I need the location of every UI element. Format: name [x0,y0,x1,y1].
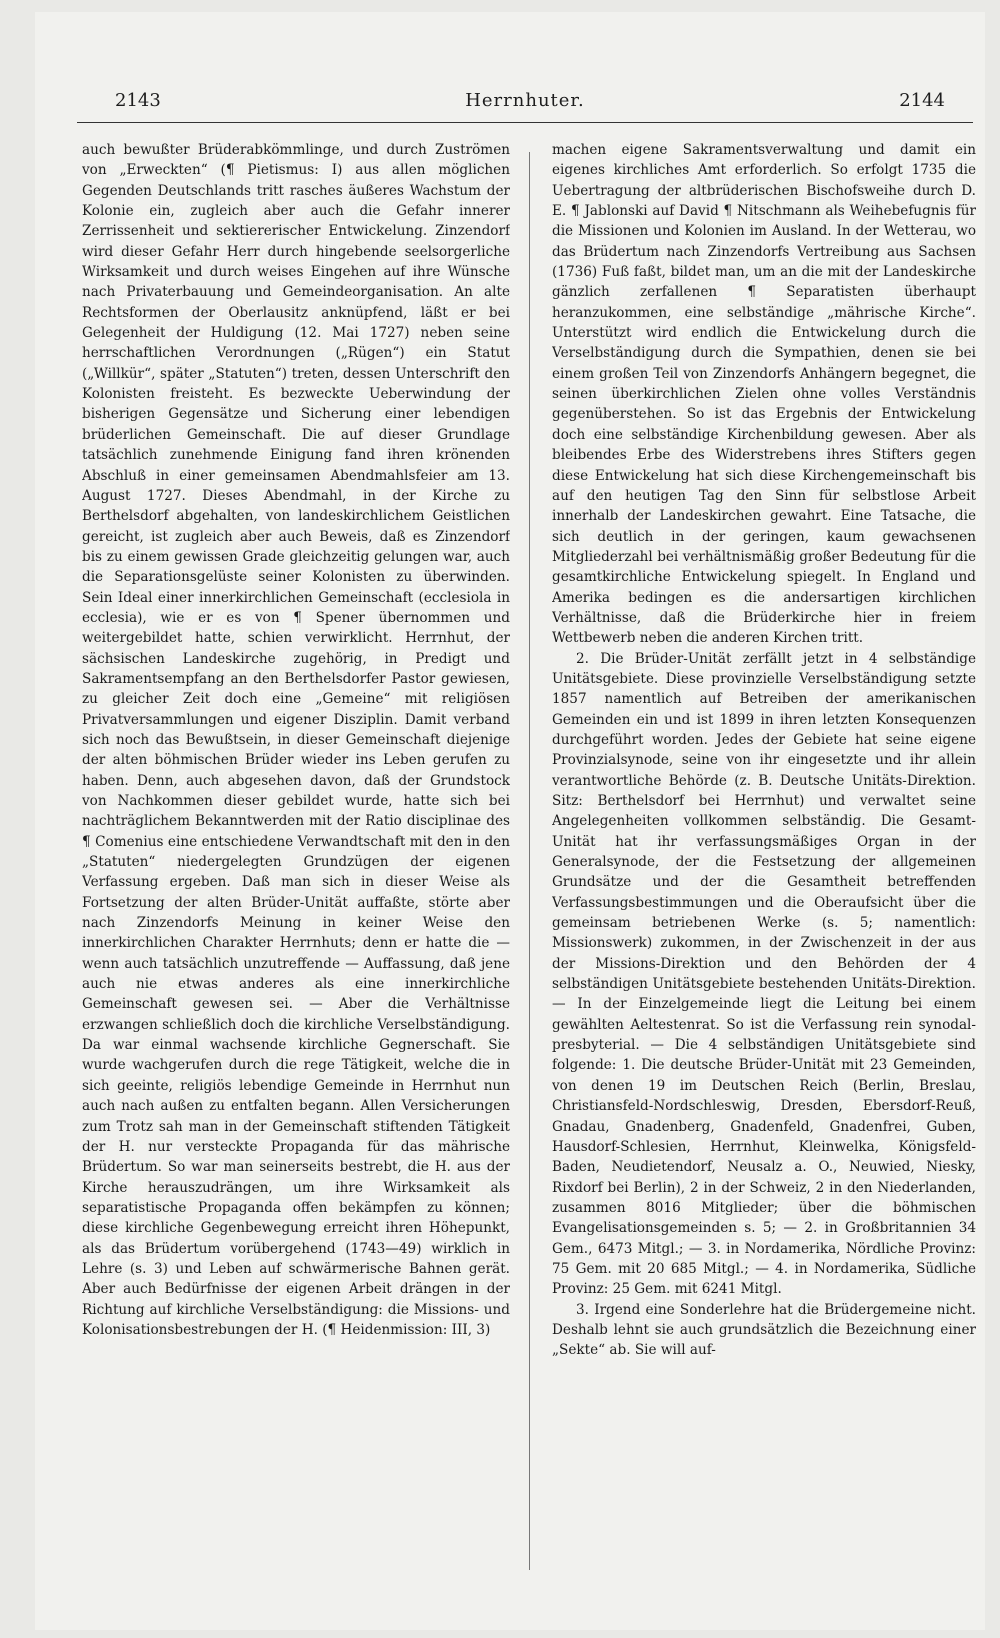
running-title: Herrnhuter. [465,90,585,111]
paragraph: auch bewußter Brüderabkömmlinge, und durch Zuströmen von „Erweckten“ (¶ Pietismus: I) aus allen möglichen Gegenden Deutschlands tritt rasches äußeres Wachstum der Kolonie ein, zugleich aber auch die Gefahr innerer Zerrissenheit und sektiererischer Entwickelung. Zinzendorf wird dieser Gefahr Herr durch hingebende seelsorgerliche Wirksamkeit und durch weises Eingehen auf ihre Wünsche nach Privaterbauung und Gemeindeorganisation. An alte Rechtsformen der Oberlausitz anknüpfend, läßt er bei Gelegenheit der Huldigung (12. Mai 1727) neben seine herrschaftlichen Verordnungen („Rügen“) ein Statut („Willkür“, später „Statuten“) treten, dessen Unterschrift den Kolonisten freisteht. Es bezweckte Ueberwindung der bisherigen Gegensätze und Sicherung einer lebendigen brüderlichen Gemeinschaft. Die auf dieser Grundlage tatsächlich zunehmende Einigung fand ihren krönenden Abschluß in einer gemeinsamen Abendmahlsfeier am 13. August 1727. Dieses Abendmahl, in der Kirche zu Berthelsdorf abgehalten, von landeskirchlichem Geistlichen gereicht, ist zugleich aber auch Beweis, daß es Zinzendorf bis zu einem gewissen Grade gleichzeitig gelungen war, auch die Separationsgelüste seiner Kolonisten zu überwinden. Sein Ideal einer innerkirchlichen Gemeinschaft (ecclesiola in ecclesia), wie er es von ¶ Spener übernommen und weitergebildet hatte, schien verwirklicht. Herrnhut, der sächsischen Landeskirche zugehörig, in Predigt und Sakramentsempfang an den Berthelsdorfer Pastor gewiesen, zu gleicher Zeit doch eine „Gemeine“ mit religiösen Privatversammlungen und eigener Disziplin. Damit verband sich noch das Bewußtsein, in dieser Gemeinschaft diejenige der alten böhmischen Brüder wieder ins Leben gerufen zu haben. Denn, auch abgesehen davon, daß der Grundstock von Nachkommen dieser gebildet wurde, hatte sich bei nachträglichem Bekanntwerden mit der Ratio disciplinae des ¶ Comenius eine entschiedene Verwandtschaft mit den in den „Statuten“ niedergelegten Grundzügen der eigenen Verfassung ergeben. Daß man sich in dieser Weise als Fortsetzung der alten Brüder-Unität auffaßte, störte aber nach Zinzendorfs Meinung in keiner Weise den innerkirchlichen Charakter Herrnhuts; denn er hatte die — wenn auch tatsächlich unzutreffende — Auffassung, daß jene auch nie etwas anderes als eine innerkirchliche Gemeinschaft gewesen sei. — Aber die Verhältnisse erzwangen schließlich doch die kirchliche Verselbständigung. Da war einmal wachsende kirchliche Gegnerschaft. Sie wurde wachgerufen durch die rege Tätigkeit, welche die in sich geeinte, religiös lebendige Gemeinde in Herrnhut nun auch nach außen zu entfalten begann. Allen Versicherungen zum Trotz sah man in der Gemeinschaft stiftenden Tätigkeit der H. nur versteckte Propaganda für das mährische Brüdertum. So war man seinerseits bestrebt, die H. aus der Kirche herauszudrängen, um ihre Wirksamkeit als separatistische Propaganda offen bekämpfen zu können; diese kirchliche Gegenbewegung erreicht ihren Höhepunkt, als das Brüdertum vorübergehend (1743—49) wirklich in Lehre (s. 3) und Leben auf schwärmerische Bahnen gerät. Aber auch Bedürfnisse der eigenen Arbeit drängen in der Richtung auf kirchliche Verselbständigung: die Missions- und Kolonisationsbestrebungen der H. (¶ Heidenmission: III, 3) [82,142,510,1338]
text-column-left [82,140,510,1590]
header-rule [77,122,973,123]
text-column-right [552,140,976,1590]
paragraph: 2. Die Brüder-Unität zerfällt jetzt in 4 selbständige Unitätsgebiete. Diese provinzielle Verselbständigung setzte 1857 namentlich auf Betreiben der amerikanischen Gemeinden ein und ist 1899 in ihren letzten Konsequenzen durchgeführt worden. Jedes der Gebiete hat seine eigene Provinzialsynode, seine von ihr eingesetzte und ihr allein verantwortliche Behörde (z. B. Deutsche Unitäts-Direktion. Sitz: Berthelsdorf bei Herrnhut) und verwaltet seine Angelegenheiten vollkommen selbständig. Die Gesamt-Unität hat ihr verfassungsmäßiges Organ in der Generalsynode, der die Festsetzung der allgemeinen Grundsätze und der die Gesamtheit betreffenden Verfassungsbestimmungen und die Oberaufsicht über die gemeinsam betriebenen Werke (s. 5; namentlich: Missionswerk) zukommen, in der Zwischenzeit in der aus der Missions-Direktion und den Behörden der 4 selbständigen Unitätsgebiete bestehenden Unitäts-Direktion. — In der Einzelgemeinde liegt die Leitung bei einem gewählten Aeltestenrat. So ist die Verfassung rein synodal-presbyterial. — Die 4 selbständigen Unitätsgebiete sind folgende: 1. Die deutsche Brüder-Unität mit 23 Gemeinden, von denen 19 im Deutschen Reich (Berlin, Breslau, Christiansfeld-Nordschleswig, Dresden, Ebersdorf-Reuß, Gnadau, Gnadenberg, Gnadenfeld, Gnadenfrei, Guben, Hausdorf-Schlesien, Herrnhut, Kleinwelka, Königsfeld-Baden, Neudietendorf, Neusalz a. O., Neuwied, Niesky, Rixdorf bei Berlin), 2 in der Schweiz, 2 in den Niederlanden, zusammen 8016 Mitglieder; über die böhmischen Evangelisationsgemeinden s. 5; — 2. in Großbritannien 34 Gem., 6473 Mitgl.; — 3. in Nordamerika, Nördliche Provinz: 75 Gem. mit 20 685 Mitgl.; — 4. in Nordamerika, Südliche Provinz: 25 Gem. mit 6241 Mitgl. [552,650,976,1298]
document-page [35,12,985,1630]
column-divider [529,152,530,1570]
paragraph: machen eigene Sakramentsverwaltung und damit ein eigenes kirchliches Amt erforderlich. So erfolgt 1735 die Uebertragung der altbrüderischen Bischofsweihe durch D. E. ¶ Jablonski auf David ¶ Nitschmann als Weihebefugnis für die Missionen und Kolonien im Ausland. In der Wetterau, wo das Brüdertum nach Zinzendorfs Vertreibung aus Sachsen (1736) Fuß faßt, bildet man, um an die mit der Landeskirche gänzlich zerfallenen ¶ Separatisten überhaupt heranzukommen, eine selbständige „mährische Kirche“. Unterstützt wird endlich die Entwickelung durch die Verselbständigung durch die Sympathien, denen sie bei einem großen Teil von Zinzendorfs Anhängern begegnet, die seinen überkirchlichen Zielen ohne volles Verständnis gegenüberstehen. So ist das Ergebnis der Entwickelung doch eine selbständige Kirchenbildung gewesen. Aber als bleibendes Erbe des Widerstrebens ihres Stifters gegen diese Entwickelung hat sich diese Kirchengemeinschaft bis auf den heutigen Tag den Sinn für selbstlose Arbeit innerhalb der Landeskirchen gewahrt. Eine Tatsache, die sich deutlich in der geringen, kaum gewachsenen Mitgliederzahl bei verhältnismäßig großer Bedeutung für die gesamtkirchliche Entwickelung spiegelt. In England und Amerika bedingen es die andersartigen kirchlichen Verhältnisse, daß die Brüderkirche hier in freiem Wettbewerb neben die anderen Kirchen tritt. [552,142,976,647]
page-number-left: 2143 [115,90,161,111]
page-header [77,90,973,126]
page-number-right: 2144 [899,90,945,111]
paragraph: 3. Irgend eine Sonderlehre hat die Brüdergemeine nicht. Deshalb lehnt sie auch grundsätzlich die Bezeichnung einer „Sekte“ ab. Sie will auf- [552,1301,976,1359]
